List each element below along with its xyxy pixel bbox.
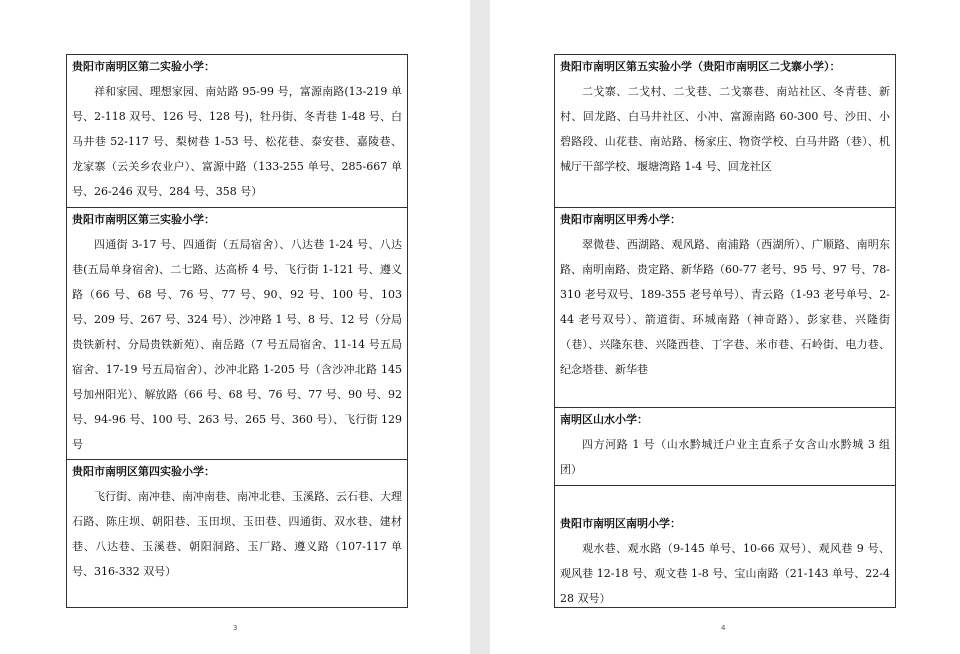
school-areas: 四方河路 1 号（山水黔城迁户业主直系子女含山水黔城 3 组团） <box>560 438 890 476</box>
school-areas: 翠微巷、西湖路、观风路、南浦路（西湖所）、广顺路、南明东路、南明南路、贵定路、新华路（60-77 老号、95 号、97 号、78-310 老号双号、189-355 老号单号）、青云路（1-93 老号单号、2-44 老号双号）、箭道街、环城南路（神奇路）、彭家巷、兴隆街（巷）、兴隆东巷、兴隆西巷、丁字巷、米市巷、石岭街、电力巷、纪念塔巷、新华巷 <box>560 238 890 376</box>
school-section <box>555 485 895 609</box>
school-section <box>555 55 895 207</box>
school-zone-table <box>554 54 896 608</box>
school-section <box>67 459 407 609</box>
page-number: 3 <box>233 624 238 632</box>
school-name: 贵阳市南明区甲秀小学： <box>560 213 681 226</box>
school-areas: 观水巷、观水路（9-145 单号、10-66 双号）、观风巷 9 号、观风巷 12-18 号、观文巷 1-8 号、宝山南路（21-143 单号、22-428 双号） <box>560 542 890 605</box>
school-name: 贵阳市南明区南明小学： <box>560 517 681 530</box>
school-areas: 二戈寨、二戈村、二戈巷、二戈寨巷、南站社区、冬青巷、新村、回龙路、白马井社区、小冲、富源南路 60-300 号、沙田、小碧路段、山花巷、南站路、杨家庄、物资学校、白马井路（巷）、机械厅干部学校、堰塘湾路 1-4 号、回龙社区 <box>560 85 890 173</box>
school-areas: 祥和家园、理想家园、南站路 95-99 号，富源南路(13-219 单号、2-118 双号、126 号、128 号)，牡丹街、冬青巷 1-48 号、白马井巷 52-117 号、梨树巷 1-53 号、松花巷、泰安巷、嘉陵巷、龙家寨（云关乡农业户）、富源中路（133-255 单号、285-667 单号、26-246 双号、284 号、358 号） <box>72 85 402 198</box>
page-gap <box>470 0 490 654</box>
school-name: 贵阳市南明区第五实验小学（贵阳市南明区二戈寨小学）： <box>560 60 841 73</box>
school-section <box>555 207 895 407</box>
school-name: 贵阳市南明区第二实验小学： <box>72 60 215 73</box>
school-areas: 飞行街、南冲巷、南冲南巷、南冲北巷、玉溪路、云石巷、大理石路、陈庄坝、朝阳巷、玉田坝、玉田巷、四通街、双水巷、建材巷、八达巷、玉溪巷、朝阳洞路、玉厂路、遵义路（107-117 单号、316-332 双号） <box>72 490 402 578</box>
school-zone-table <box>66 54 408 608</box>
school-section <box>555 407 895 485</box>
school-name: 南明区山水小学： <box>560 413 648 426</box>
school-name: 贵阳市南明区第四实验小学： <box>72 465 215 478</box>
document-page-4 <box>490 0 960 654</box>
school-areas: 四通街 3-17 号、四通街（五局宿舍）、八达巷 1-24 号、八达巷(五局单身宿舍)、二七路、达高桥 4 号、飞行街 1-121 号、遵义路（66 号、68 号、76 号、77 号、90、92 号、100 号、103 号、209 号、267 号、324 号）、沙冲路 1 号、8 号、12 号（分局贵铁新村、分局贵铁新苑）、南岳路（7 号五局宿舍、11-14 号五局宿舍、17-19 号五局宿舍）、沙冲北路 1-205 号（含沙冲北路 145 号加州阳光）、解放路（66 号、68 号、76 号、77 号、90 号、92 号、94-96 号、100 号、263 号、265 号、360 号）、飞行街 129 号 <box>72 238 402 451</box>
school-section <box>67 55 407 207</box>
page-number: 4 <box>721 624 726 632</box>
document-page-3 <box>0 0 470 654</box>
school-name: 贵阳市南明区第三实验小学： <box>72 213 215 226</box>
school-section <box>67 207 407 459</box>
